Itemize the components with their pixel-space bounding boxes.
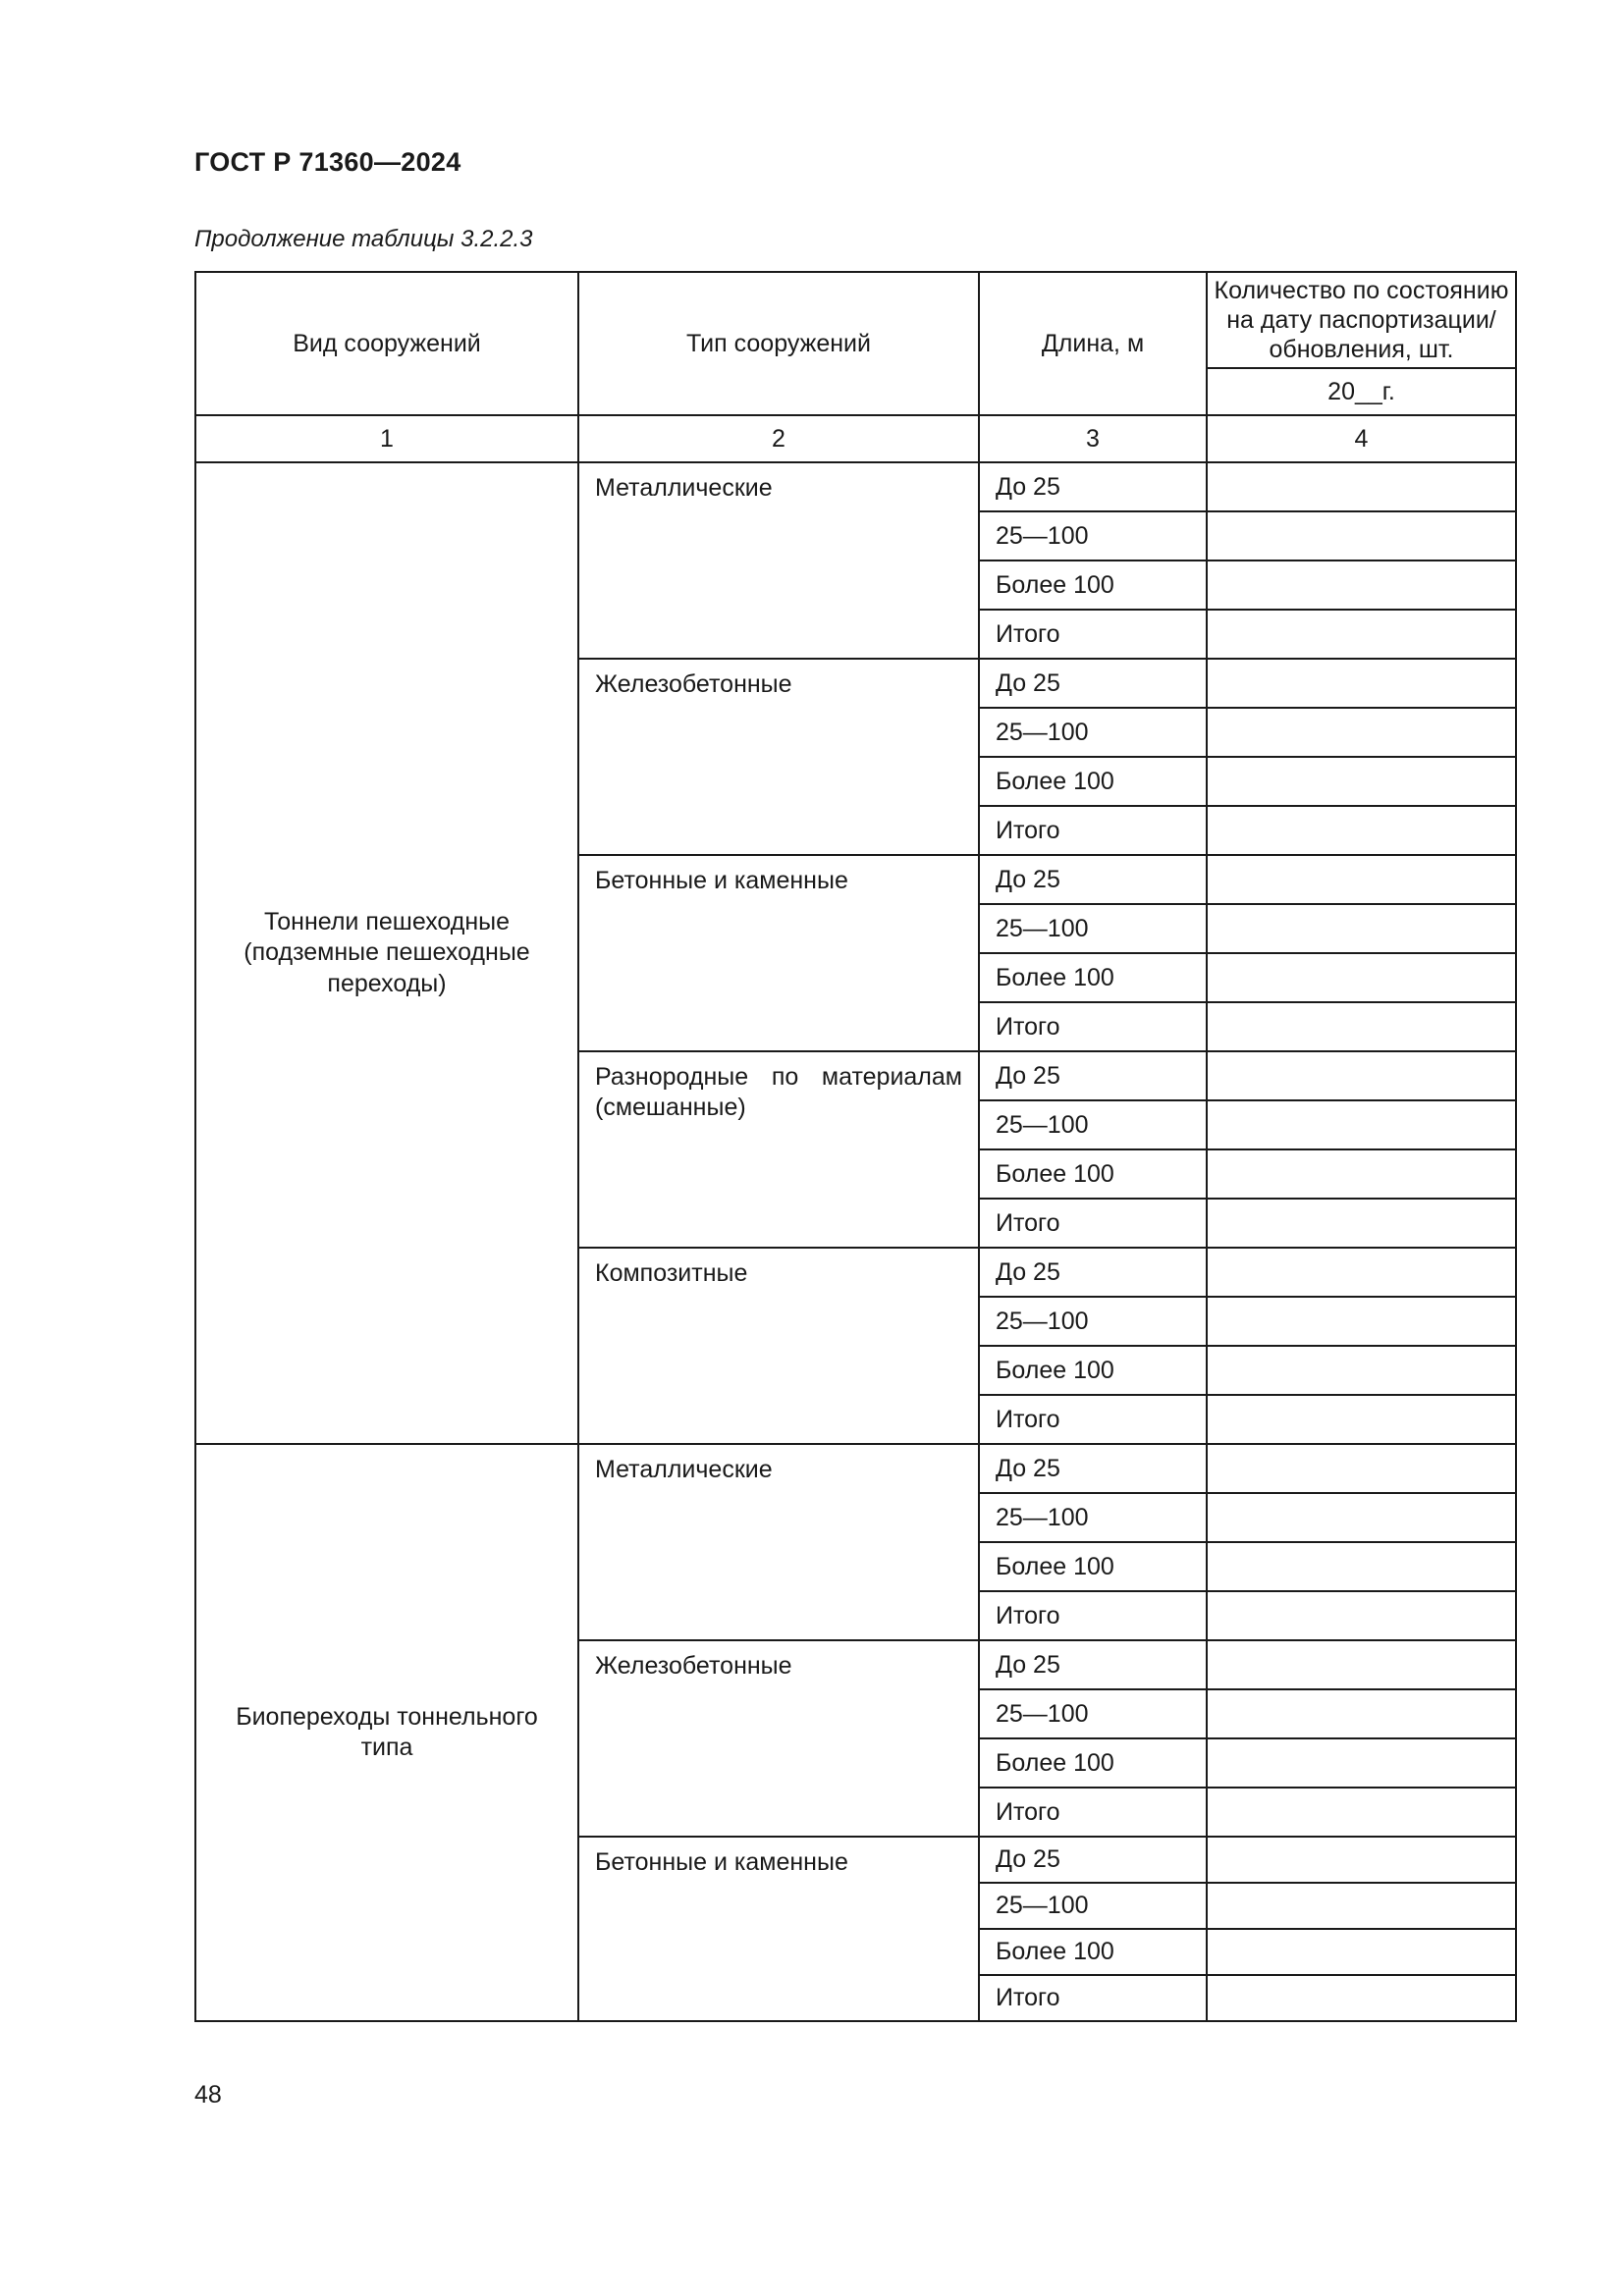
header-row (195, 272, 1516, 368)
quantity-cell[interactable] (1207, 1689, 1516, 1738)
length-cell: До 25 (979, 1051, 1207, 1100)
structure-type-line: (смешанные) (595, 1093, 746, 1121)
quantity-cell[interactable] (1207, 1395, 1516, 1444)
length-cell: Итого (979, 1788, 1207, 1837)
structure-kind-line: (подземные пешеходные (244, 938, 530, 967)
length-cell: До 25 (979, 1640, 1207, 1689)
length-cell: 25—100 (979, 904, 1207, 953)
quantity-cell[interactable] (1207, 757, 1516, 806)
table-row (195, 462, 1516, 511)
quantity-cell[interactable] (1207, 1837, 1516, 1883)
length-cell: Более 100 (979, 1738, 1207, 1788)
document-header: ГОСТ Р 71360—2024 (194, 147, 461, 177)
length-cell: До 25 (979, 1248, 1207, 1297)
quantity-cell[interactable] (1207, 806, 1516, 855)
header-quantity-line: Количество по состоянию (1214, 277, 1509, 304)
column-number: 4 (1207, 415, 1516, 462)
structure-kind-cell (195, 462, 578, 1444)
structure-type-line: Разнородные по материалам (595, 1063, 962, 1091)
length-cell: 25—100 (979, 1100, 1207, 1149)
length-cell: Более 100 (979, 1542, 1207, 1591)
quantity-cell[interactable] (1207, 1444, 1516, 1493)
quantity-cell[interactable] (1207, 1542, 1516, 1591)
quantity-cell[interactable] (1207, 659, 1516, 708)
quantity-cell[interactable] (1207, 1149, 1516, 1199)
length-cell: Итого (979, 1975, 1207, 2021)
structure-type-cell: Бетонные и каменные (578, 855, 979, 1051)
quantity-cell[interactable] (1207, 561, 1516, 610)
data-table (194, 271, 1517, 2022)
quantity-cell[interactable] (1207, 1591, 1516, 1640)
length-cell: Итого (979, 1591, 1207, 1640)
length-cell: 25—100 (979, 1689, 1207, 1738)
structure-kind-cell (195, 1444, 578, 2021)
quantity-cell[interactable] (1207, 1199, 1516, 1248)
length-cell: Итого (979, 1395, 1207, 1444)
length-cell: 25—100 (979, 1493, 1207, 1542)
quantity-cell[interactable] (1207, 1346, 1516, 1395)
column-number: 2 (578, 415, 979, 462)
quantity-cell[interactable] (1207, 1929, 1516, 1975)
structure-type-cell: Железобетонные (578, 659, 979, 855)
quantity-cell[interactable] (1207, 1975, 1516, 2021)
quantity-cell[interactable] (1207, 1883, 1516, 1929)
quantity-cell[interactable] (1207, 1297, 1516, 1346)
quantity-cell[interactable] (1207, 1493, 1516, 1542)
quantity-cell[interactable] (1207, 1248, 1516, 1297)
quantity-cell[interactable] (1207, 1051, 1516, 1100)
length-cell: Итого (979, 1002, 1207, 1051)
structure-type-cell: Железобетонные (578, 1640, 979, 1837)
column-number-row (195, 415, 1516, 462)
quantity-cell[interactable] (1207, 511, 1516, 561)
quantity-cell[interactable] (1207, 1100, 1516, 1149)
header-year: 20__г. (1207, 368, 1516, 415)
length-cell: Итого (979, 610, 1207, 659)
length-cell: До 25 (979, 1444, 1207, 1493)
structure-type-cell: Композитные (578, 1248, 979, 1444)
header-length: Длина, м (979, 272, 1207, 415)
quantity-cell[interactable] (1207, 904, 1516, 953)
length-cell: Более 100 (979, 757, 1207, 806)
header-quantity (1207, 272, 1516, 368)
length-cell: 25—100 (979, 1297, 1207, 1346)
structure-kind-line: Тоннели пешеходные (263, 908, 511, 936)
length-cell: Более 100 (979, 1149, 1207, 1199)
length-cell: Более 100 (979, 1346, 1207, 1395)
length-cell: Итого (979, 1199, 1207, 1248)
length-cell: Более 100 (979, 953, 1207, 1002)
length-cell: До 25 (979, 462, 1207, 511)
quantity-cell[interactable] (1207, 953, 1516, 1002)
length-cell: Итого (979, 806, 1207, 855)
length-cell: 25—100 (979, 1883, 1207, 1929)
quantity-cell[interactable] (1207, 708, 1516, 757)
column-number: 3 (979, 415, 1207, 462)
quantity-cell[interactable] (1207, 855, 1516, 904)
length-cell: До 25 (979, 1837, 1207, 1883)
quantity-cell[interactable] (1207, 462, 1516, 511)
length-cell: До 25 (979, 659, 1207, 708)
structure-kind-line: переходы) (327, 969, 447, 997)
table-row (195, 1444, 1516, 1493)
header-type: Тип сооружений (578, 272, 979, 415)
page-number: 48 (194, 2081, 222, 2109)
quantity-cell[interactable] (1207, 1640, 1516, 1689)
structure-kind-line: Биопереходы тоннельного типа (236, 1702, 538, 1761)
length-cell: 25—100 (979, 708, 1207, 757)
length-cell: 25—100 (979, 511, 1207, 561)
length-cell: До 25 (979, 855, 1207, 904)
table-caption: Продолжение таблицы 3.2.2.3 (194, 226, 533, 252)
structure-type-cell: Металлические (578, 1444, 979, 1640)
structure-type-cell: Металлические (578, 462, 979, 659)
header-quantity-line: на дату паспортизации/ (1226, 306, 1496, 334)
length-cell: Более 100 (979, 561, 1207, 610)
structure-type-cell (578, 1051, 979, 1248)
structure-type-cell: Бетонные и каменные (578, 1837, 979, 2021)
length-cell: Более 100 (979, 1929, 1207, 1975)
header-kind: Вид сооружений (195, 272, 578, 415)
quantity-cell[interactable] (1207, 1788, 1516, 1837)
quantity-cell[interactable] (1207, 1738, 1516, 1788)
quantity-cell[interactable] (1207, 1002, 1516, 1051)
header-quantity-line: обновления, шт. (1269, 336, 1454, 363)
column-number: 1 (195, 415, 578, 462)
quantity-cell[interactable] (1207, 610, 1516, 659)
